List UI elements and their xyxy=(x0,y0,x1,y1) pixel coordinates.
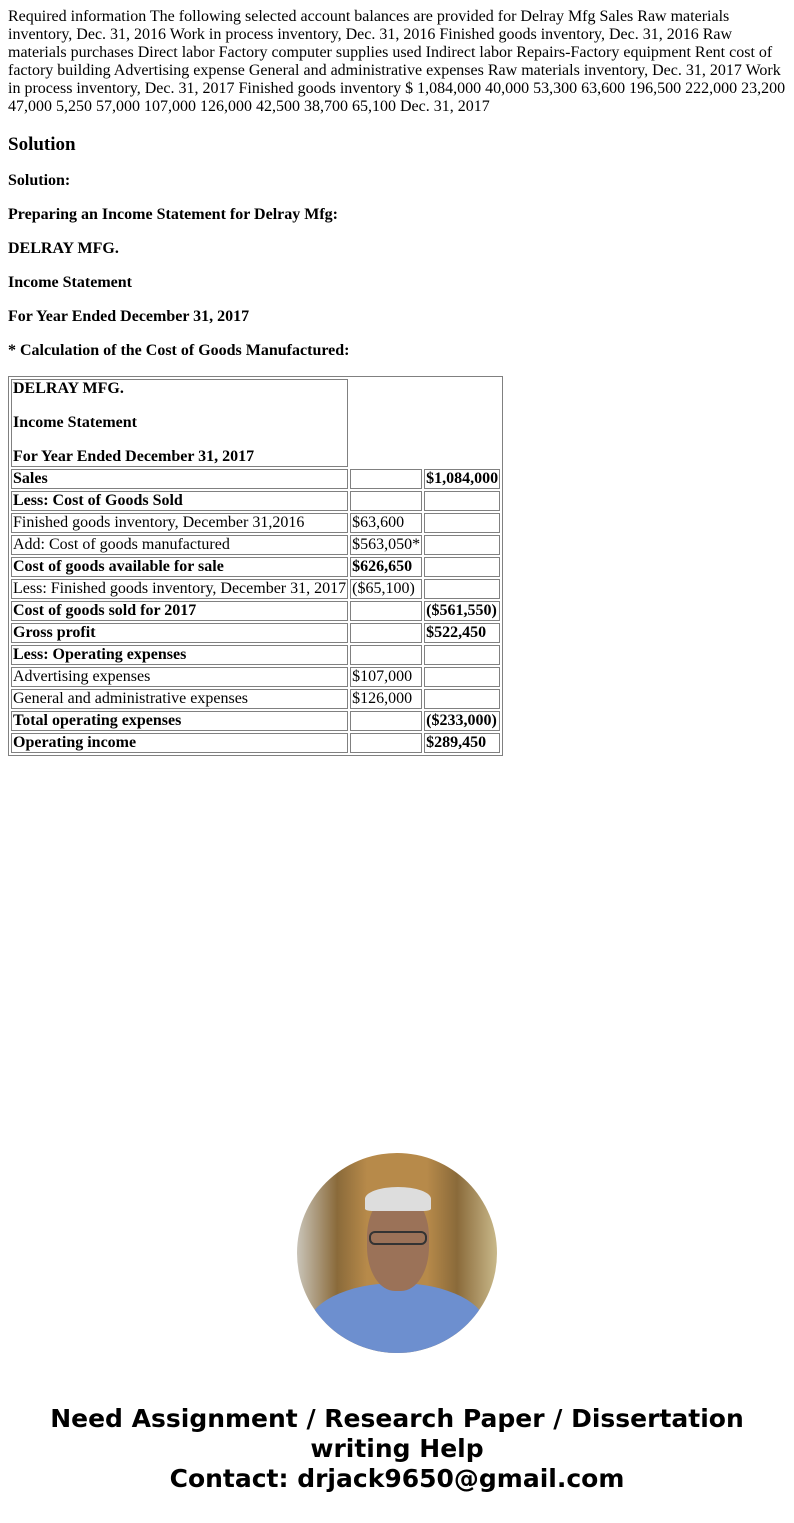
table-company: DELRAY MFG. xyxy=(13,380,124,397)
table-statement: Income Statement xyxy=(13,414,137,431)
table-row xyxy=(11,469,500,489)
table-header-row xyxy=(11,379,500,467)
row-amount xyxy=(350,711,422,731)
preparing-text: Preparing an Income Statement for Delray Mfg: xyxy=(8,206,338,223)
table-row xyxy=(11,601,500,621)
footer-ad xyxy=(0,1404,794,1494)
row-total xyxy=(424,491,500,511)
row-label: Cost of goods sold for 2017 xyxy=(11,601,348,621)
row-label: Sales xyxy=(11,469,348,489)
row-label: Less: Operating expenses xyxy=(11,645,348,665)
row-total xyxy=(424,667,500,687)
row-total xyxy=(424,645,500,665)
table-row xyxy=(11,711,500,731)
row-label: Operating income xyxy=(11,733,348,753)
row-total: $522,450 xyxy=(424,623,500,643)
table-row xyxy=(11,623,500,643)
row-label: General and administrative expenses xyxy=(11,689,348,709)
row-amount: ($65,100) xyxy=(350,579,422,599)
table-header-cell xyxy=(11,379,348,467)
row-label: Total operating expenses xyxy=(11,711,348,731)
row-label: Add: Cost of goods manufactured xyxy=(11,535,348,555)
row-total xyxy=(424,689,500,709)
row-amount: $126,000 xyxy=(350,689,422,709)
row-label: Advertising expenses xyxy=(11,667,348,687)
table-row xyxy=(11,733,500,753)
footer-line-2: writing Help xyxy=(310,1434,484,1463)
row-amount: $107,000 xyxy=(350,667,422,687)
document xyxy=(0,0,794,756)
row-amount: $63,600 xyxy=(350,513,422,533)
solution-heading: Solution xyxy=(8,134,76,155)
cogm-note: * Calculation of the Cost of Goods Manufactured: xyxy=(8,342,350,359)
statement-title: Income Statement xyxy=(8,274,132,291)
row-total: ($233,000) xyxy=(424,711,500,731)
table-row xyxy=(11,557,500,577)
table-row xyxy=(11,535,500,555)
row-amount xyxy=(350,733,422,753)
row-amount xyxy=(350,469,422,489)
row-label: Cost of goods available for sale xyxy=(11,557,348,577)
table-row xyxy=(11,491,500,511)
row-label: Less: Finished goods inventory, December 31, 2017 xyxy=(13,580,347,597)
table-row xyxy=(11,689,500,709)
row-amount xyxy=(350,623,422,643)
footer-line-1: Need Assignment / Research Paper / Dissertation xyxy=(50,1404,744,1433)
row-amount: $626,650 xyxy=(350,557,422,577)
company-name: DELRAY MFG. xyxy=(8,240,119,257)
table-row xyxy=(11,513,500,533)
question-text: Required information The following selected account balances are provided for Delray Mfg Sales Raw materials inventory, Dec. 31, 2016 Work in process inventory, Dec. 31, 2016 Finished goods inventory, Dec. 31, 2016 Raw materials purchases Direct labor Factory computer supplies used Indirect labor Repairs-Factory equipment Rent cost of factory building Advertising expense General and administrative expenses Raw materials inventory, Dec. 31, 2017 Work in process inventory, Dec. 31, 2017 Finished goods inventory $ 1,084,000 40,000 53,300 63,600 196,500 222,000 23,200 47,000 5,250 57,000 107,000 126,000 42,500 38,700 65,100 Dec. 31, 2017 xyxy=(8,8,786,115)
author-avatar xyxy=(297,1153,497,1353)
row-amount xyxy=(350,601,422,621)
income-statement-table xyxy=(8,376,503,756)
solution-label: Solution: xyxy=(8,172,71,189)
row-label: Gross profit xyxy=(11,623,348,643)
row-total xyxy=(424,513,500,533)
row-total: $1,084,000 xyxy=(426,470,499,487)
table-period: For Year Ended December 31, 2017 xyxy=(13,448,255,465)
row-amount xyxy=(350,645,422,665)
statement-period: For Year Ended December 31, 2017 xyxy=(8,308,250,325)
table-row xyxy=(11,645,500,665)
row-total xyxy=(424,557,500,577)
row-label: Less: Cost of Goods Sold xyxy=(11,491,348,511)
table-row xyxy=(11,667,500,687)
row-total xyxy=(424,579,500,599)
row-amount: $563,050* xyxy=(352,536,421,553)
row-total: ($561,550) xyxy=(424,601,500,621)
row-total xyxy=(424,535,500,555)
footer-contact[interactable]: Contact: drjack9650@gmail.com xyxy=(169,1464,625,1493)
row-amount xyxy=(350,491,422,511)
blank-cell xyxy=(424,379,500,467)
row-label: Finished goods inventory, December 31,2016 xyxy=(11,513,348,533)
table-row xyxy=(11,579,500,599)
blank-cell xyxy=(350,379,422,467)
row-total: $289,450 xyxy=(424,733,500,753)
